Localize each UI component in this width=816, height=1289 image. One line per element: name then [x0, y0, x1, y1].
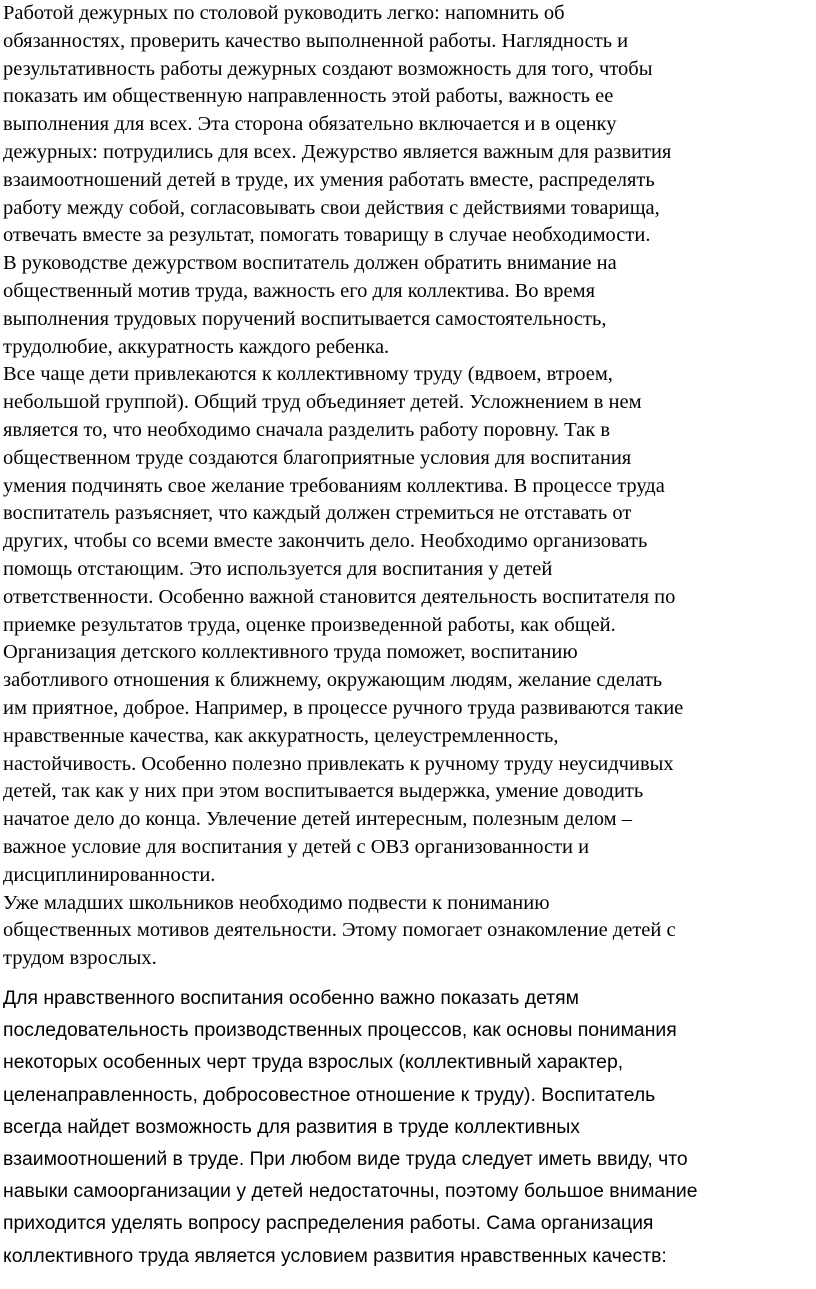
text-line: приходится уделять вопросу распределения работы. Сама организация — [3, 1212, 654, 1235]
text-line: Работой дежурных по столовой руководить легко: напомнить об — [3, 2, 565, 24]
text-line: начатое дело до конца. Увлечение детей интересным, полезным делом – — [3, 808, 632, 831]
text-line: детей, так как у них при этом воспитывается выдержка, умение доводить — [3, 780, 644, 803]
text-line: выполнения для всех. Эта сторона обязательно включается и в оценку — [3, 113, 617, 136]
document-page — [3, 0, 815, 973]
text-line: взаимоотношений в труде. При любом виде труда следует иметь ввиду, что — [3, 1147, 688, 1170]
text-line: показать им общественную направленность этой работы, важность ее — [3, 85, 614, 108]
text-line: заботливого отношения к ближнему, окружающим людям, желание сделать — [3, 669, 663, 692]
body-text-serif — [3, 0, 815, 973]
text-line: приемке результатов труда, оценке произведенной работы, как общей. — [3, 613, 616, 636]
text-line: целенаправленность, добросовестное отношение к труду). Воспитатель — [3, 1083, 656, 1106]
text-line: небольшой группой). Общий труд объединяет детей. Усложнением в нем — [3, 391, 642, 414]
text-line: последовательность производственных процессов, как основы понимания — [3, 1019, 677, 1042]
text-line: всегда найдет возможность для развития в труде коллективных — [3, 1115, 580, 1138]
text-line: навыки самоорганизации у детей недостаточны, поэтому большое внимание — [3, 1180, 698, 1203]
text-line: воспитатель разъясняет, что каждый должен стремиться не отставать от — [3, 502, 632, 525]
text-line: общественный мотив труда, важность его для коллектива. Во время — [3, 279, 596, 302]
text-line: результативность работы дежурных создают возможность для того, чтобы — [3, 57, 653, 80]
text-line: коллективного труда является условием развития нравственных качеств: — [3, 1244, 667, 1267]
text-line: общественных мотивов деятельности. Этому помогает ознакомление детей с — [3, 919, 676, 942]
text-line: трудом взрослых. — [3, 947, 157, 970]
text-line: В руководстве дежурством воспитатель должен обратить внимание на — [3, 252, 617, 275]
text-line: дисциплинированности. — [3, 863, 216, 886]
text-line: работу между собой, согласовывать свои действия с действиями товарища, — [3, 196, 660, 219]
text-line: нравственные качества, как аккуратность, целеустремленность, — [3, 724, 559, 747]
text-line: общественном труде создаются благоприятные условия для воспитания — [3, 446, 632, 469]
text-line: Для нравственного воспитания особенно важно показать детям — [3, 987, 579, 1009]
text-line: помощь отстающим. Это используется для воспитания у детей — [3, 557, 553, 580]
text-line: дежурных: потрудились для всех. Дежурство является важным для развития — [3, 140, 672, 163]
text-line: Организация детского коллективного труда поможет, воспитанию — [3, 641, 578, 664]
text-line: других, чтобы со всеми вместе закончить дело. Необходимо организовать — [3, 530, 648, 553]
text-line: ответственности. Особенно важной становится деятельность воспитателя по — [3, 585, 676, 608]
text-line: важное условие для воспитания у детей с ОВЗ организованности и — [3, 835, 590, 858]
text-line: Все чаще дети привлекаются к коллективному труду (вдвоем, втроем, — [3, 363, 613, 386]
text-line: некоторых особенных черт труда взрослых (коллективный характер, — [3, 1051, 624, 1074]
text-line: является то, что необходимо сначала разделить работу поровну. Так в — [3, 418, 611, 441]
text-line: трудолюбие, аккуратность каждого ребенка. — [3, 335, 390, 358]
text-line: настойчивость. Особенно полезно привлекать к ручному труду неусидчивых — [3, 752, 674, 775]
text-line: взаимоотношений детей в труде, их умения работать вместе, распределять — [3, 168, 655, 191]
text-line: выполнения трудовых поручений воспитывается самостоятельность, — [3, 307, 607, 330]
text-line: обязанностях, проверить качество выполненной работы. Наглядность и — [3, 29, 629, 52]
body-text-sans — [3, 982, 815, 1272]
text-line: умения подчинять свое желание требованиям коллектива. В процессе труда — [3, 474, 665, 497]
text-line: им приятное, доброе. Например, в процессе ручного труда развиваются такие — [3, 696, 684, 719]
text-line: Уже младших школьников необходимо подвести к пониманию — [3, 891, 550, 914]
text-line: отвечать вместе за результат, помогать товарищу в случае необходимости. — [3, 224, 651, 247]
